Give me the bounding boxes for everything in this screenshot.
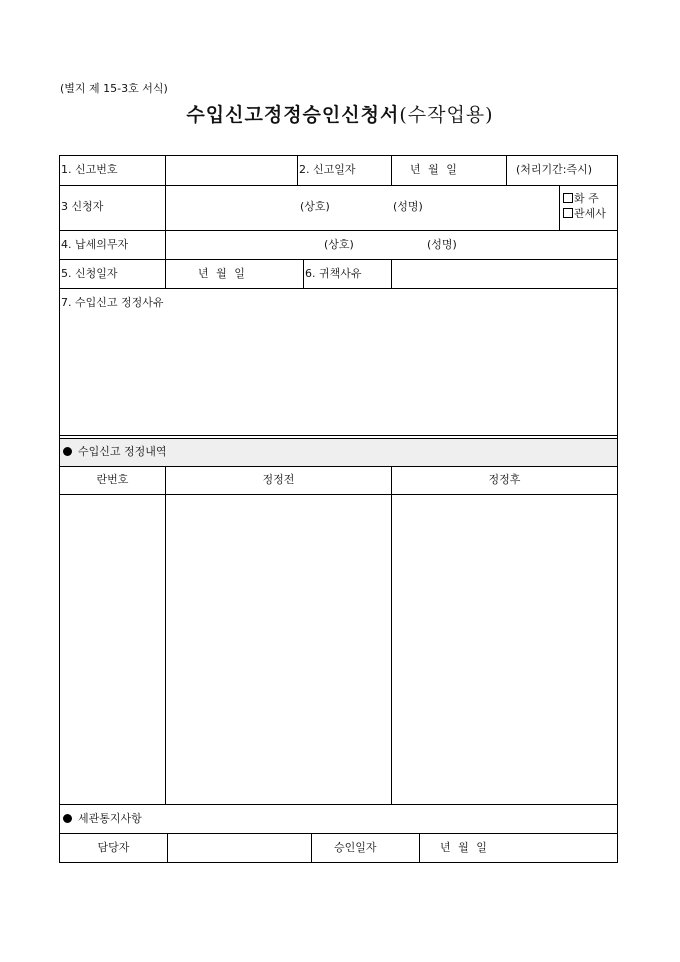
row-divider xyxy=(60,466,617,467)
before-column-field[interactable] xyxy=(166,495,391,804)
col-divider xyxy=(311,833,312,862)
row-divider xyxy=(60,833,617,834)
form-number: (별지 제 15-3호 서식) xyxy=(60,82,168,95)
taxpayer-label: 4. 납세의무자 xyxy=(61,238,129,251)
taxpayer-name-label: (성명) xyxy=(427,238,457,251)
row-divider xyxy=(60,230,617,231)
col-divider xyxy=(165,230,166,259)
checkbox-owner[interactable] xyxy=(563,193,573,203)
declaration-date-field[interactable]: 년 월 일 xyxy=(410,163,459,176)
processing-period: (처리기간:즉시) xyxy=(516,163,593,176)
responsibility-field[interactable] xyxy=(392,260,616,288)
col-divider xyxy=(506,156,507,185)
row-divider xyxy=(60,288,617,289)
bullet-icon xyxy=(63,447,72,456)
applicant-name-label: (성명) xyxy=(393,200,423,213)
declaration-no-field[interactable] xyxy=(166,156,296,185)
correction-details-label: 수입신고 정정내역 xyxy=(78,445,167,458)
correction-reason-field[interactable] xyxy=(60,312,617,432)
approval-date-label: 승인일자 xyxy=(334,841,377,854)
applicant-company-label: (상호) xyxy=(300,200,330,213)
application-form-table xyxy=(59,155,618,863)
col-divider xyxy=(297,156,298,185)
form-title-sub: (수작업용) xyxy=(399,104,494,126)
taxpayer-company-label: (상호) xyxy=(324,238,354,251)
row-divider xyxy=(60,804,617,805)
declaration-date-label: 2. 신고일자 xyxy=(299,163,356,176)
checkbox-customs-broker[interactable] xyxy=(563,208,573,218)
application-date-label: 5. 신청일자 xyxy=(61,267,118,280)
col-divider xyxy=(391,156,392,185)
col-header-before: 정정전 xyxy=(262,473,295,486)
option-customs-broker-label: 관세사 xyxy=(574,207,606,220)
officer-field[interactable] xyxy=(168,834,310,862)
applicant-label: 3 신청자 xyxy=(61,200,104,213)
row-divider xyxy=(60,185,617,186)
form-title-main: 수입신고정정승인신청서 xyxy=(186,104,400,126)
row-divider xyxy=(60,435,617,436)
col-divider xyxy=(559,185,560,230)
approval-date-field[interactable]: 년 월 일 xyxy=(440,841,489,854)
correction-details-header xyxy=(63,445,167,459)
col-divider xyxy=(165,185,166,230)
bullet-icon xyxy=(63,814,72,823)
col-header-after: 정정후 xyxy=(488,473,521,486)
correction-reason-label: 7. 수입신고 정정사유 xyxy=(61,296,164,309)
customs-notice-label: 세관통지사항 xyxy=(78,812,142,825)
officer-label: 담당자 xyxy=(97,841,130,854)
declaration-no-label: 1. 신고번호 xyxy=(61,163,118,176)
item-no-column-field[interactable] xyxy=(60,495,165,804)
application-date-field[interactable]: 년 월 일 xyxy=(198,267,247,280)
col-header-item-no: 란번호 xyxy=(96,473,129,486)
form-title xyxy=(0,100,680,127)
option-owner-label: 화 주 xyxy=(574,192,599,205)
after-column-field[interactable] xyxy=(392,495,617,804)
col-divider xyxy=(303,259,304,288)
option-owner[interactable] xyxy=(563,192,599,206)
col-divider xyxy=(165,259,166,288)
responsibility-label: 6. 귀책사유 xyxy=(305,267,362,280)
col-divider xyxy=(419,833,420,862)
customs-notice-header xyxy=(63,812,142,826)
option-customs-broker[interactable] xyxy=(563,207,606,221)
